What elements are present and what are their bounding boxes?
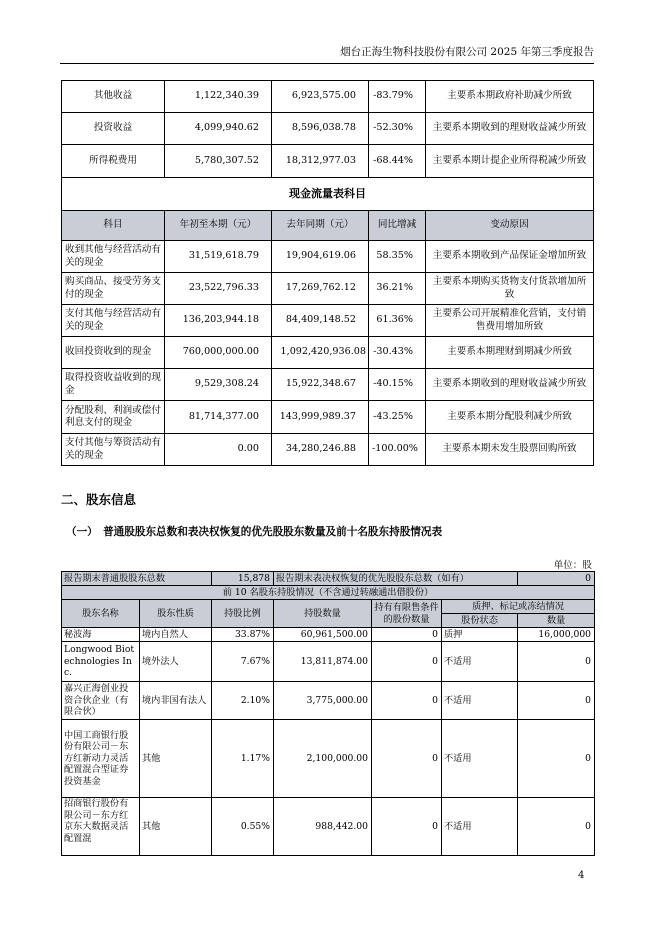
prior-value-cell: 18,312,977.03 [272, 145, 369, 178]
reason-cell: 主要系本期理财到期减少所致 [426, 337, 594, 369]
shareholder-restricted: 0 [372, 720, 442, 798]
shareholder-pledge-qty: 0 [518, 682, 595, 720]
reason-cell: 主要系本期购买货物支付货款增加所致 [426, 273, 594, 305]
reason-cell: 主要系本期收到的理财收益减少所致 [426, 369, 594, 401]
header-item: 科目 [62, 211, 165, 241]
current-value-cell: 81,714,377.00 [165, 401, 272, 434]
current-value-cell: 1,122,340.39 [165, 81, 272, 113]
header-quantity: 持股数量 [274, 600, 372, 628]
current-value-cell: 136,203,944.18 [165, 305, 272, 337]
item-cell: 支付其他与经营活动有关的现金 [62, 305, 165, 337]
table-row [62, 720, 595, 798]
section-heading: 二、股东信息 [61, 492, 137, 507]
table-row [62, 81, 594, 113]
table-row [62, 337, 594, 369]
header-divider [60, 63, 594, 64]
shareholder-ratio: 2.10% [212, 682, 274, 720]
shareholder-ratio: 7.67% [212, 642, 274, 682]
header-current: 年初至本期（元） [165, 211, 272, 241]
shareholder-name: 招商银行股份有限公司－东方红京东大数据灵活配置混 [62, 798, 140, 856]
shareholder-nature: 境外法人 [140, 642, 212, 682]
shareholder-status: 不适用 [442, 720, 518, 798]
shareholder-ratio: 1.17% [212, 720, 274, 798]
current-value-cell: 4,099,940.62 [165, 113, 272, 145]
current-value-cell: 23,522,796.33 [165, 273, 272, 305]
table-row [62, 305, 594, 337]
shareholder-ratio: 33.87% [212, 628, 274, 642]
subsection-heading: （一） 普通股股东总数和表决权恢复的优先股股东数量及前十名股东持股情况表 [66, 526, 443, 538]
shareholder-table [61, 571, 595, 856]
shareholder-restricted: 0 [372, 682, 442, 720]
shareholder-name: Longwood Biotechnologies Inc. [62, 642, 140, 682]
item-cell: 分配股利、利润或偿付利息支付的现金 [62, 401, 165, 434]
header-restricted: 持有有限售条件的股份数量 [372, 600, 442, 628]
reason-cell: 主要系本期计提企业所得税减少所致 [426, 145, 594, 178]
shareholder-pledge-qty: 0 [518, 798, 595, 856]
header-row [62, 600, 595, 614]
header-status: 股份状态 [442, 614, 518, 628]
shareholder-status: 不适用 [442, 682, 518, 720]
prior-value-cell: 34,280,246.88 [272, 434, 369, 466]
page-header: 烟台正海生物科技股份有限公司 2025 年第三季度报告 [340, 46, 594, 58]
prior-value-cell: 17,269,762.12 [272, 273, 369, 305]
current-value-cell: 760,000,000.00 [165, 337, 272, 369]
shareholder-name: 中国工商银行股份有限公司－东方红新动力灵活配置混合型证券投资基金 [62, 720, 140, 798]
shareholder-quantity: 60,961,500.00 [274, 628, 372, 642]
reason-cell: 主要系本期政府补助减少所致 [426, 81, 594, 113]
header-reason: 变动原因 [426, 211, 594, 241]
preferred-shareholders-value: 0 [518, 572, 595, 586]
item-cell: 所得税费用 [62, 145, 165, 178]
shareholder-nature: 其他 [140, 720, 212, 798]
prior-value-cell: 15,922,348.67 [272, 369, 369, 401]
change-cell: 58.35% [369, 241, 426, 273]
top10-title-row [62, 586, 595, 600]
shareholder-status: 不适用 [442, 798, 518, 856]
item-cell: 收回投资收到的现金 [62, 337, 165, 369]
shareholder-name: 嘉兴正海创业投资合伙企业（有限合伙） [62, 682, 140, 720]
shareholder-ratio: 0.55% [212, 798, 274, 856]
table-row [62, 113, 594, 145]
section-title-row [62, 178, 594, 211]
change-cell: -43.25% [369, 401, 426, 434]
shareholder-quantity: 2,100,000.00 [274, 720, 372, 798]
shareholder-restricted: 0 [372, 642, 442, 682]
page-number: 4 [578, 870, 585, 881]
unit-label: 单位：股 [553, 560, 592, 571]
header-pledge: 质押、标记或冻结情况 [442, 600, 595, 614]
shareholder-quantity: 988,442.00 [274, 798, 372, 856]
item-cell: 购买商品、接受劳务支付的现金 [62, 273, 165, 305]
reason-cell: 主要系本期分配股利减少所致 [426, 401, 594, 434]
item-cell: 收到其他与经营活动有关的现金 [62, 241, 165, 273]
total-shareholders-value: 15,878 [212, 572, 274, 586]
reason-cell: 主要系公司开展精准化营销，支付销售费用增加所致 [426, 305, 594, 337]
shareholder-quantity: 13,811,874.00 [274, 642, 372, 682]
prior-value-cell: 19,904,619.06 [272, 241, 369, 273]
financial-table [61, 80, 594, 466]
shareholder-nature: 境内自然人 [140, 628, 212, 642]
current-value-cell: 31,519,618.79 [165, 241, 272, 273]
change-cell: 36.21% [369, 273, 426, 305]
table-row [62, 434, 594, 466]
table-row [62, 401, 594, 434]
top10-title: 前 10 名股东持股情况（不含通过转融通出借股份） [62, 586, 595, 600]
table-row [62, 682, 595, 720]
table-row [62, 273, 594, 305]
change-cell: -68.44% [369, 145, 426, 178]
table-row [62, 628, 595, 642]
header-nature: 股东性质 [140, 600, 212, 628]
prior-value-cell: 1,092,420,936.08 [272, 337, 369, 369]
header-prior: 去年同期（元） [272, 211, 369, 241]
change-cell: -100.00% [369, 434, 426, 466]
shareholder-restricted: 0 [372, 798, 442, 856]
table-row [62, 145, 594, 178]
reason-cell: 主要系本期收到的理财收益减少所致 [426, 113, 594, 145]
item-cell: 其他收益 [62, 81, 165, 113]
shareholder-pledge-qty: 16,000,000 [518, 628, 595, 642]
change-cell: -40.15% [369, 369, 426, 401]
change-cell: -83.79% [369, 81, 426, 113]
total-shareholders-label: 报告期末普通股股东总数 [62, 572, 212, 586]
reason-cell: 主要系本期收到产品保证金增加所致 [426, 241, 594, 273]
current-value-cell: 5,780,307.52 [165, 145, 272, 178]
change-cell: -30.43% [369, 337, 426, 369]
prior-value-cell: 84,409,148.52 [272, 305, 369, 337]
header-ratio: 持股比例 [212, 600, 274, 628]
preferred-shareholders-label: 报告期末表决权恢复的优先股股东总数（如有） [274, 572, 518, 586]
table-row [62, 241, 594, 273]
table-row [62, 369, 594, 401]
table-row [62, 798, 595, 856]
item-cell: 投资收益 [62, 113, 165, 145]
header-pledge-qty: 数量 [518, 614, 595, 628]
shareholder-nature: 境内非国有法人 [140, 682, 212, 720]
shareholder-status: 质押 [442, 628, 518, 642]
header-row [62, 211, 594, 241]
table-row [62, 642, 595, 682]
item-cell: 支付其他与筹资活动有关的现金 [62, 434, 165, 466]
cashflow-section-title: 现金流量表科目 [62, 178, 594, 211]
prior-value-cell: 8,596,038.78 [272, 113, 369, 145]
change-cell: 61.36% [369, 305, 426, 337]
change-cell: -52.30% [369, 113, 426, 145]
shareholder-nature: 其他 [140, 798, 212, 856]
header-name: 股东名称 [62, 600, 140, 628]
shareholder-pledge-qty: 0 [518, 720, 595, 798]
current-value-cell: 9,529,308.24 [165, 369, 272, 401]
reason-cell: 主要系本期未发生股票回购所致 [426, 434, 594, 466]
header-change: 同比增减 [369, 211, 426, 241]
shareholder-restricted: 0 [372, 628, 442, 642]
prior-value-cell: 143,999,989.37 [272, 401, 369, 434]
prior-value-cell: 6,923,575.00 [272, 81, 369, 113]
shareholder-quantity: 3,775,000.00 [274, 682, 372, 720]
shareholder-status: 不适用 [442, 642, 518, 682]
shareholder-name: 秘波海 [62, 628, 140, 642]
item-cell: 取得投资收益收到的现金 [62, 369, 165, 401]
shareholder-pledge-qty: 0 [518, 642, 595, 682]
current-value-cell: 0.00 [165, 434, 272, 466]
summary-row [62, 572, 595, 586]
